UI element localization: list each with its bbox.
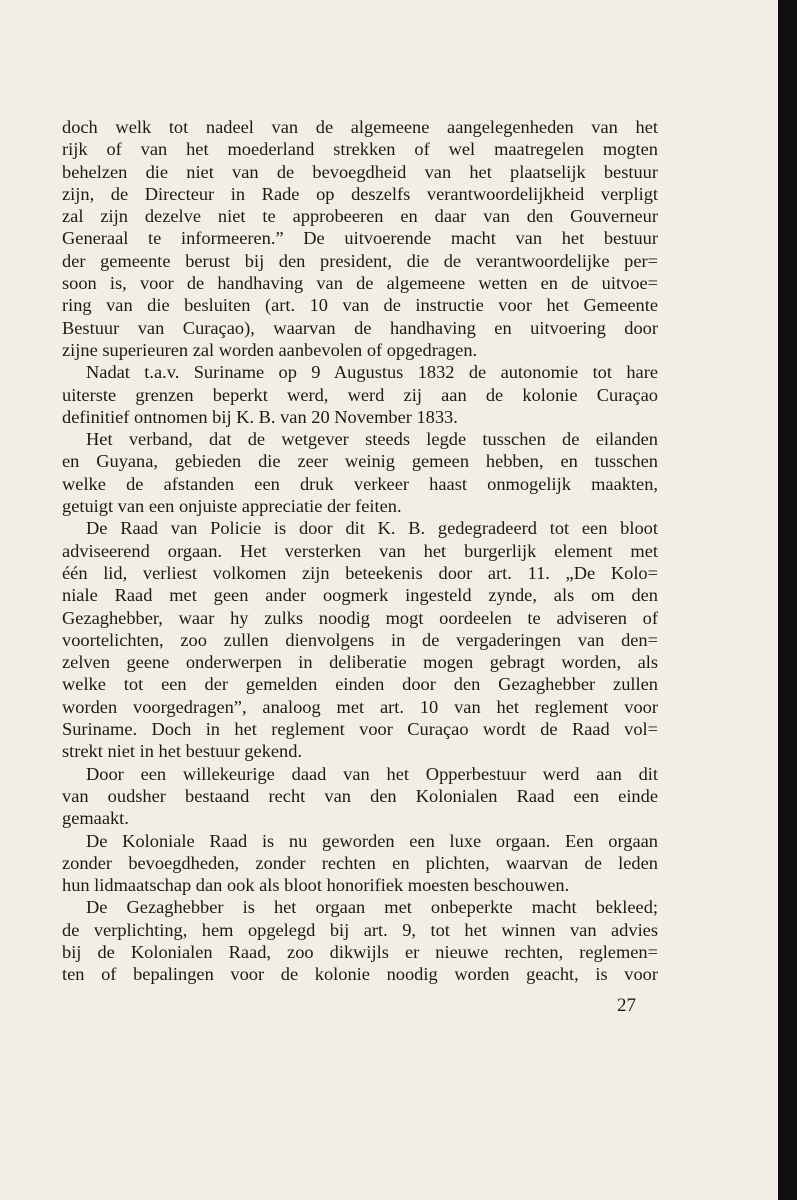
text-line: gemaakt. bbox=[62, 808, 129, 829]
text-line: strekt niet in het bestuur gekend. bbox=[62, 741, 303, 762]
text-line: De Koloniale Raad is nu geworden een luxe orgaan. Een orgaan bbox=[86, 830, 658, 851]
text-line: hun lidmaatschap dan ook als bloot honorifiek moesten beschouwen. bbox=[62, 875, 570, 896]
text-line: zelven geene onderwerpen in deliberatie mogen gebragt worden, als bbox=[62, 652, 658, 673]
body-text bbox=[62, 116, 658, 986]
text-line: Bestuur van Curaçao), waarvan de handhaving en uitvoering door bbox=[62, 317, 658, 338]
text-line: der gemeente berust bij den president, die de verantwoordelijke per= bbox=[62, 250, 658, 271]
text-line: niale Raad met geen ander oogmerk ingesteld zynde, als om den bbox=[62, 585, 658, 606]
text-line: worden voorgedragen”, analoog met art. 10 van het reglement voor bbox=[62, 696, 658, 717]
text-line: De Gezaghebber is het orgaan met onbeperkte macht bekleed; bbox=[86, 897, 658, 918]
text-line: rijk of van het moederland strekken of wel maatregelen mogten bbox=[62, 139, 658, 160]
text-line: Door een willekeurige daad van het Opperbestuur werd aan dit bbox=[86, 763, 658, 784]
text-line: Gezaghebber, waar hy zulks noodig mogt oordeelen te adviseren of bbox=[62, 607, 658, 628]
page-number: 27 bbox=[617, 995, 636, 1016]
text-line: welke tot een der gemelden einden door den Gezaghebber zullen bbox=[62, 674, 658, 695]
text-line: uiterste grenzen beperkt werd, werd zij aan de kolonie Curaçao bbox=[62, 384, 658, 405]
text-line: getuigt van een onjuiste appreciatie der feiten. bbox=[62, 496, 402, 517]
text-line: zonder bevoegdheden, zonder rechten en plichten, waarvan de leden bbox=[62, 852, 658, 873]
text-line: zal zijn dezelve niet te approbeeren en daar van den Gouverneur bbox=[62, 206, 658, 227]
text-line: Het verband, dat de wetgever steeds legde tusschen de eilanden bbox=[86, 429, 658, 450]
text-line: ring van die besluiten (art. 10 van de instructie voor het Gemeente bbox=[62, 295, 658, 316]
text-line: adviseerend orgaan. Het versterken van het burgerlijk element met bbox=[62, 540, 658, 561]
text-line: ten of bepalingen voor de kolonie noodig worden geacht, is voor bbox=[62, 964, 658, 985]
text-line: Nadat t.a.v. Suriname op 9 Augustus 1832 de autonomie tot hare bbox=[86, 362, 658, 383]
text-line: behelzen die niet van de bevoegdheid van het plaatselijk bestuur bbox=[62, 161, 658, 182]
text-line: doch welk tot nadeel van de algemeene aangelegenheden van het bbox=[62, 117, 658, 137]
text-line: zijn, de Directeur in Rade op deszelfs verantwoordelijkheid verpligt bbox=[62, 183, 658, 204]
text-line: Suriname. Doch in het reglement voor Curaçao wordt de Raad vol= bbox=[62, 719, 658, 740]
text-line: bij de Kolonialen Raad, zoo dikwijls er nieuwe rechten, reglemen= bbox=[62, 941, 658, 962]
text-line: Generaal te informeeren.” De uitvoerende macht van het bestuur bbox=[62, 228, 658, 249]
text-line: voortelichten, zoo zullen dienvolgens in de vergaderingen van den= bbox=[62, 629, 658, 650]
text-line: zijne superieuren zal worden aanbevolen of opgedragen. bbox=[62, 339, 478, 360]
text-line: soon is, voor de handhaving van de algemeene wetten en de uitvoe= bbox=[62, 273, 658, 294]
text-line: De Raad van Policie is door dit K. B. gedegradeerd tot een bloot bbox=[86, 518, 658, 539]
text-line: definitief ontnomen bij K. B. van 20 November 1833. bbox=[62, 406, 458, 427]
text-line: van oudsher bestaand recht van den Kolonialen Raad een einde bbox=[62, 785, 658, 806]
text-line: één lid, verliest volkomen zijn beteekenis door art. 11. „De Kolo= bbox=[62, 562, 658, 583]
text-line: en Guyana, gebieden die zeer weinig gemeen hebben, en tusschen bbox=[62, 451, 658, 472]
text-line: welke de afstanden een druk verkeer haast onmogelijk maakten, bbox=[62, 473, 658, 494]
scan-edge bbox=[778, 0, 797, 1200]
text-line: de verplichting, hem opgelegd bij art. 9, tot het winnen van advies bbox=[62, 919, 658, 940]
